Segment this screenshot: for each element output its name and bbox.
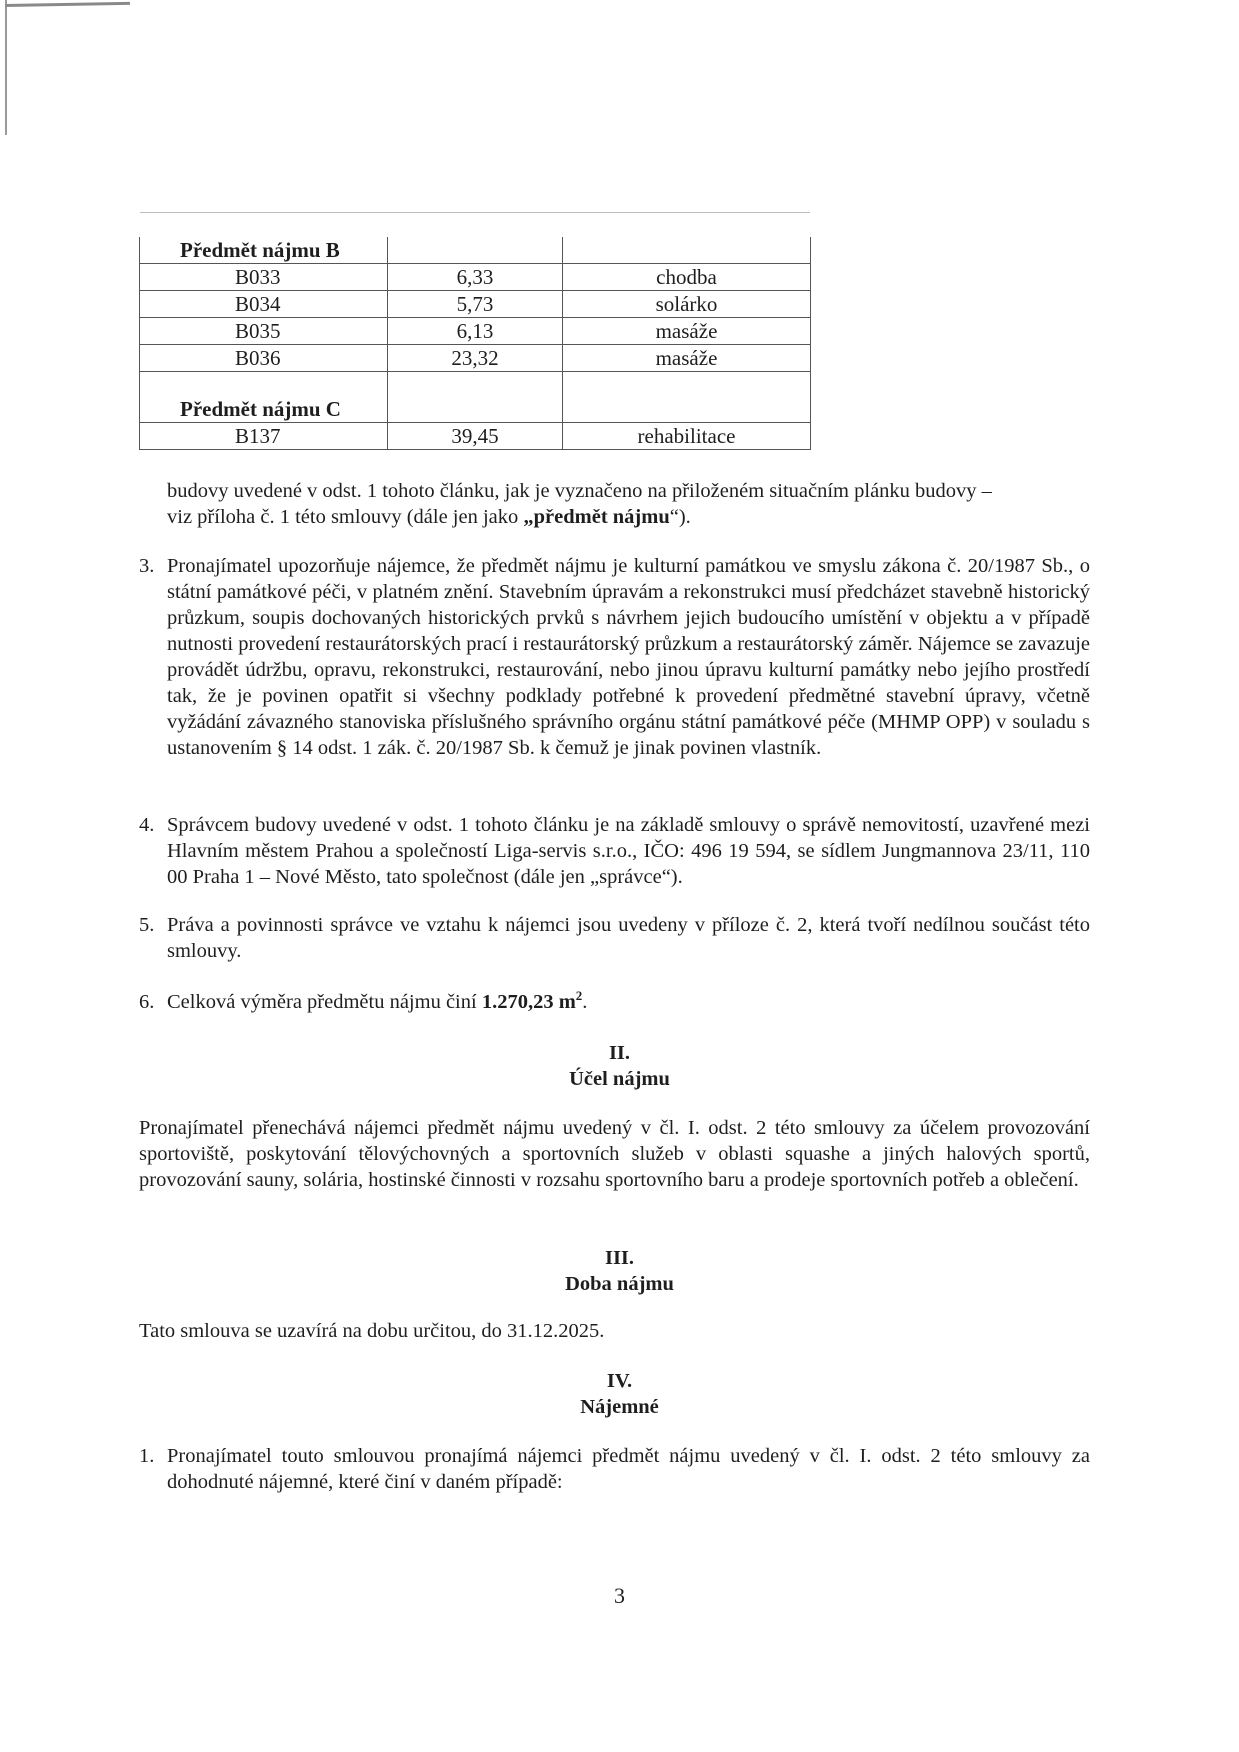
intro-continuation [167,478,1090,530]
rent-paragraph: Pronajímatel touto smlouvou pronajímá nájemci předmět nájmu uvedený v čl. I. odst. 2 této smlouvy za dohodnuté nájemné, které činí v daném případě: [167,1445,1090,1493]
table-row [140,264,811,291]
room-code: B036 [140,345,388,372]
paragraph-number: 3. [139,555,155,577]
table-row [140,318,811,345]
paragraph-number: 1. [139,1445,155,1467]
room-area: 5,73 [388,291,563,318]
room-area: 6,33 [388,264,563,291]
room-code: B034 [140,291,388,318]
paragraph-number: 4. [139,814,155,836]
paragraph-number: 5. [139,914,155,936]
room-purpose: masáže [563,318,811,345]
room-purpose: rehabilitace [563,423,811,450]
room-purpose: solárko [563,291,811,318]
section-body: Tato smlouva se uzavírá na dobu určitou, do 31.12.2025. [139,1320,605,1342]
paragraph-5: Práva a povinnosti správce ve vztahu k nájemci jsou uvedeny v příloze č. 2, která tvoří nedílnou součást této smlouvy. [167,914,1090,962]
section-numeral: II. [608,1042,631,1064]
room-purpose: masáže [563,345,811,372]
paragraph-number: 6. [139,991,155,1013]
room-area: 39,45 [388,423,563,450]
section-body: Pronajímatel přenechává nájemci předmět nájmu uvedený v čl. I. odst. 2 této smlouvy za účelem provozování sportoviště, poskytování tělovýchovných a sportovních služeb v oblasti squashe a jiných halových sportů, provozování sauny, solária, hostinské činnosti v rozsahu sportovního baru a prodeje sportovních potřeb a oblečení. [139,1117,1090,1191]
table-group-header [140,237,811,264]
intro-line-2: viz příloha č. 1 této smlouvy (dále jen jako „předmět nájmu“). [167,506,691,528]
table-row [140,345,811,372]
scan-corner-mark [5,0,132,135]
paragraph-6: Celková výměra předmětu nájmu činí 1.270,23 $m^2$. [167,988,588,1013]
paragraph-4: Správcem budovy uvedené v odst. 1 tohoto článku je na základě smlouvy o správě nemovitostí, uzavřené mezi Hlavním městem Prahou a společností Liga-servis s.r.o., IČO: 496 19 594, se sídlem Jungmannova 23/11, 110 00 Praha 1 – Nové Město, tato společnost (dále jen „správce“). [167,814,1090,888]
table-spacer-row [140,372,811,397]
section-numeral: IV. [606,1370,633,1392]
paragraph-3: Pronajímatel upozorňuje nájemce, že předmět nájmu je kulturní památkou ve smyslu zákona č. 20/1987 Sb., o státní památkové péči, v platném znění. Stavebním úpravám a rekonstrukci musí předcházet stavebně historický průzkum, soupis dochovaných historických prvků s návrhem jejich budoucího umístění v objektu a v případě nutnosti provedení restaurátorských prací i restaurátorský průzkum a restaurátorský záměr. Nájemce se zavazuje provádět údržbu, opravu, rekonstrukci, restaurování, nebo jinou úpravu kulturní památky nebo jejího prostředí tak, že je povinen opatřit si všechny podklady potřebné k provedení předmětné stavební úpravy, včetně vyžádání závazného stanoviska příslušného správního orgánu státní památkové péče (MHMP OPP) v souladu s ustanovením § 14 odst. 1 zák. č. 20/1987 Sb. k čemuž je jinak povinen vlastník. [167,555,1090,759]
group-title: Předmět nájmu C [140,396,388,423]
table-row [140,423,811,450]
room-code: B035 [140,318,388,345]
premises-table [139,237,811,450]
room-code: B033 [140,264,388,291]
section-heading: Účel nájmu [569,1068,670,1090]
page-number: 3 [614,1583,625,1608]
group-title: Předmět nájmu B [140,237,388,264]
top-rule [140,212,810,213]
room-code: B137 [140,423,388,450]
room-area: 6,13 [388,318,563,345]
table-row [140,291,811,318]
section-heading: Nájemné [580,1396,659,1418]
intro-line-1: budovy uvedené v odst. 1 tohoto článku, jak je vyznačeno na přiloženém situačním plánku budovy – [167,480,992,502]
room-purpose: chodba [563,264,811,291]
room-area: 23,32 [388,345,563,372]
section-numeral: III. [604,1247,635,1269]
table-group-header [140,396,811,423]
section-heading: Doba nájmu [565,1273,674,1295]
